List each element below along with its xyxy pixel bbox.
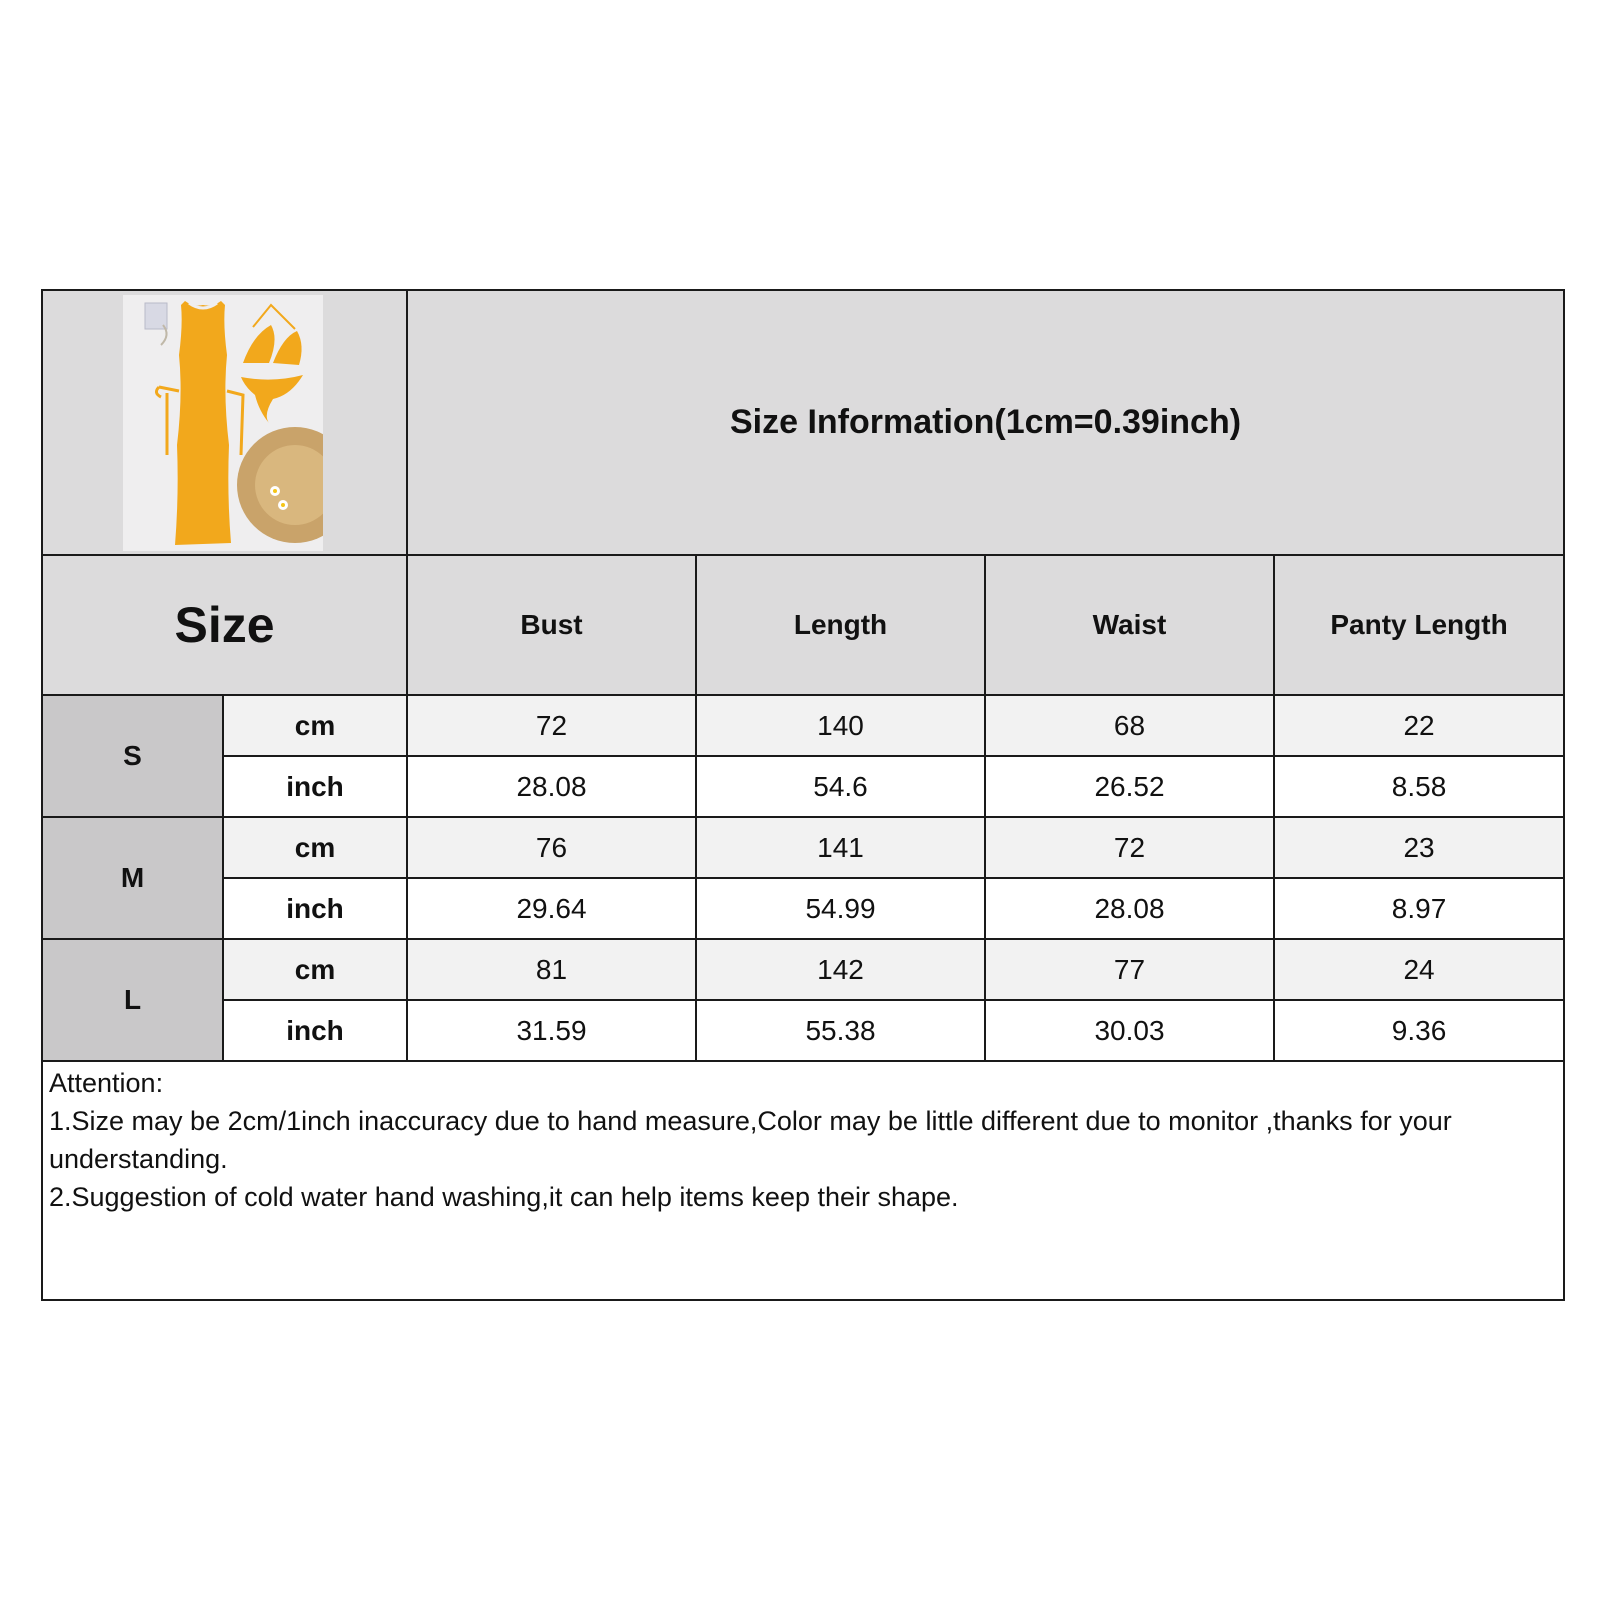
unit-label: cm xyxy=(223,695,407,756)
table-row xyxy=(42,756,1564,817)
table-cell: 141 xyxy=(696,817,985,878)
product-photo xyxy=(123,295,323,551)
table-cell: 9.36 xyxy=(1274,1000,1564,1061)
table-cell: 28.08 xyxy=(407,756,696,817)
size-header: Size xyxy=(42,555,407,695)
table-cell: 30.03 xyxy=(985,1000,1274,1061)
table-cell: 8.58 xyxy=(1274,756,1564,817)
table-cell: 54.99 xyxy=(696,878,985,939)
size-table xyxy=(41,289,1565,1301)
table-cell: 31.59 xyxy=(407,1000,696,1061)
table-cell: 68 xyxy=(985,695,1274,756)
note-line-2: 2.Suggestion of cold water hand washing,it can help items keep their shape. xyxy=(49,1182,959,1212)
unit-label: inch xyxy=(223,1000,407,1061)
column-header-waist: Waist xyxy=(985,555,1274,695)
table-cell: 72 xyxy=(985,817,1274,878)
table-cell: 23 xyxy=(1274,817,1564,878)
table-cell: 26.52 xyxy=(985,756,1274,817)
unit-label: cm xyxy=(223,817,407,878)
table-cell: 142 xyxy=(696,939,985,1000)
table-row xyxy=(42,878,1564,939)
size-label-s: S xyxy=(42,695,223,817)
product-image-cell xyxy=(42,290,407,555)
table-row xyxy=(42,695,1564,756)
table-cell: 24 xyxy=(1274,939,1564,1000)
size-label-l: L xyxy=(42,939,223,1061)
table-cell: 77 xyxy=(985,939,1274,1000)
table-row xyxy=(42,1000,1564,1061)
column-header-panty-length: Panty Length xyxy=(1274,555,1564,695)
unit-label: inch xyxy=(223,756,407,817)
unit-label: cm xyxy=(223,939,407,1000)
table-cell: 81 xyxy=(407,939,696,1000)
table-cell: 29.64 xyxy=(407,878,696,939)
table-cell: 8.97 xyxy=(1274,878,1564,939)
table-cell: 76 xyxy=(407,817,696,878)
size-chart xyxy=(41,289,1563,1316)
table-cell: 55.38 xyxy=(696,1000,985,1061)
table-cell: 140 xyxy=(696,695,985,756)
table-row xyxy=(42,817,1564,878)
unit-label: inch xyxy=(223,878,407,939)
size-label-m: M xyxy=(42,817,223,939)
table-cell: 28.08 xyxy=(985,878,1274,939)
table-row xyxy=(42,939,1564,1000)
table-cell: 54.6 xyxy=(696,756,985,817)
attention-notes xyxy=(42,1061,1564,1300)
table-cell: 72 xyxy=(407,695,696,756)
note-line-1: 1.Size may be 2cm/1inch inaccuracy due to hand measure,Color may be little different due to monitor ,thanks for your understanding. xyxy=(49,1106,1452,1174)
column-header-bust: Bust xyxy=(407,555,696,695)
table-cell: 22 xyxy=(1274,695,1564,756)
column-header-length: Length xyxy=(696,555,985,695)
notes-heading: Attention: xyxy=(49,1068,164,1098)
page-title: Size Information(1cm=0.39inch) xyxy=(407,290,1564,555)
